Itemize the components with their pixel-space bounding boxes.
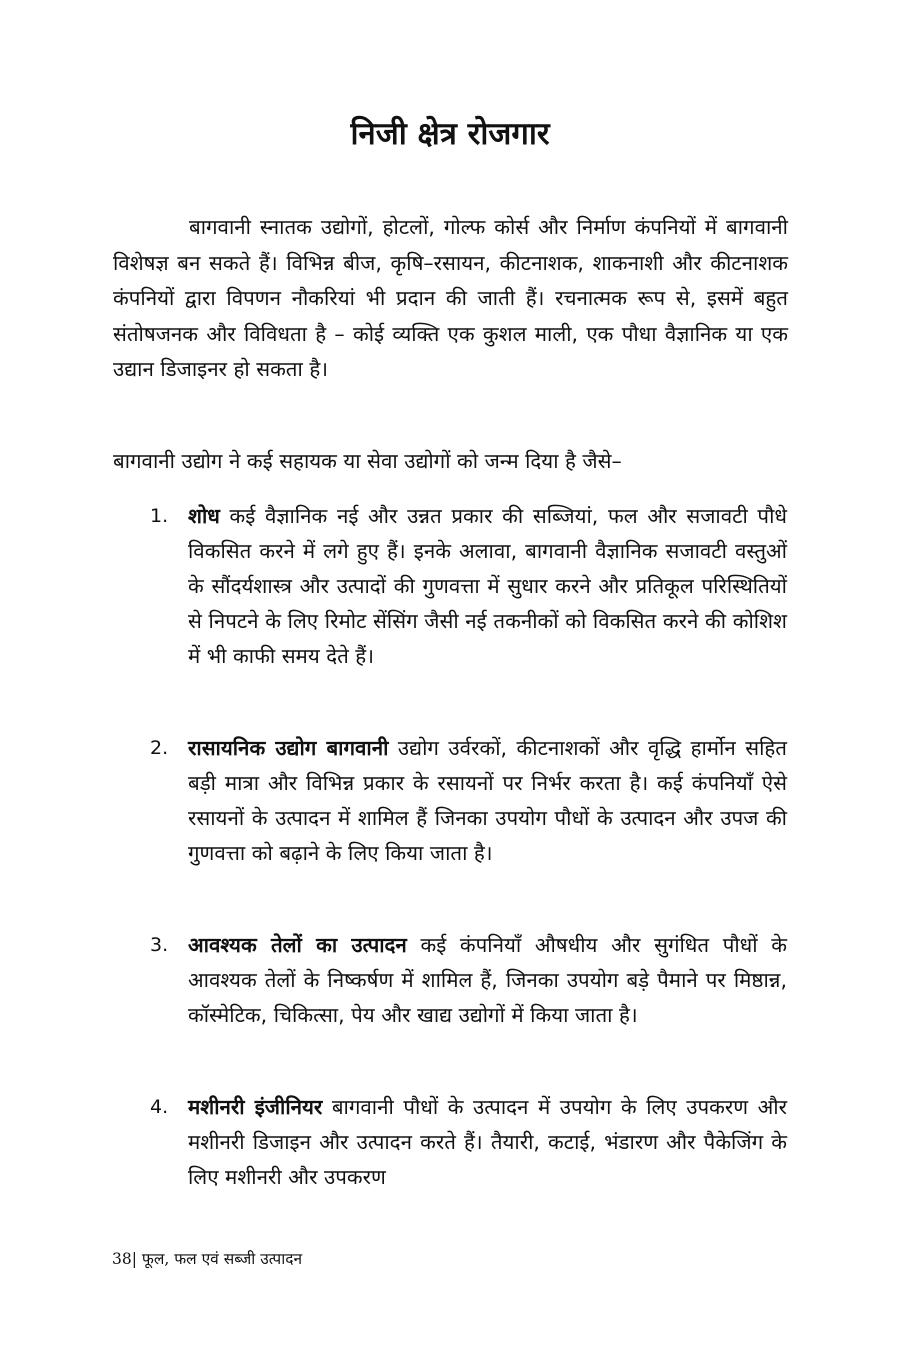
page-title: निजी क्षेत्र रोजगार [350,116,550,152]
list-number: 3. [150,934,169,956]
list-item-heading: मशीनरी इंजीनियर [188,1095,323,1119]
list-item-text [188,928,787,1033]
footer-separator: | [131,1250,137,1268]
list-item-heading: आवश्यक तेलों का उत्पादन [188,933,407,957]
list-item-heading: रासायनिक उद्योग बागवानी [188,736,389,760]
list-item-text [188,499,787,674]
list-number: 2. [150,737,169,759]
list-item-heading: शोध [188,504,220,528]
list-item-text [188,731,787,871]
list-item-body: बागवानी पौधों के उत्पादन में उपयोग के लिए उपकरण और मशीनरी डिजाइन और उत्पादन करते हैं। तैयारी, कटाई, भंडारण और पैकेजिंग के लिए मशीनरी और उपकरण [188,1095,788,1189]
list-number: 1. [150,505,169,527]
page-footer [112,1246,302,1272]
list-item-body: उद्योग उर्वरकों, कीटनाशकों और वृद्धि हार्मोन सहित बड़ी मात्रा और विभिन्न प्रकार के रसायनों पर निर्भर करता है। कई कंपनियाँ ऐसे रसायनों के उत्पादन में शामिल हैं जिनका उपयोग पौधों के उत्पादन और उपज की गुणवत्ता को बढ़ाने के लिए किया जाता है। [188,736,787,865]
page-number: 38 [112,1250,132,1268]
list-item-body: कई कंपनियाँ औषधीय और सुगंधित पौधों के आवश्यक तेलों के निष्कर्षण में शामिल हैं, जिनका उपयोग बड़े पैमाने पर मिष्ठान्न, कॉस्मेटिक, चिकित्सा, पेय और खाद्य उद्योगों में किया जाता है। [188,933,787,1027]
list-item-text [188,1090,787,1195]
lead-in-paragraph: बागवानी उद्योग ने कई सहायक या सेवा उद्योगों को जन्म दिया है जैसे– [113,449,622,473]
book-title: फूल, फल एवं सब्जी उत्पादन [136,1250,303,1268]
list-item-body: कई वैज्ञानिक नई और उन्नत प्रकार की सब्जियां, फल और सजावटी पौधे विकसित करने में लगे हुए हैं। इनके अलावा, बागवानी वैज्ञानिक सजावटी वस्तुओं के सौंदर्यशास्त्र और उत्पादों की गुणवत्ता में सुधार करने और प्रतिकूल परिस्थितियों से निपटने के लिए रिमोट सेंसिंग जैसी नई तकनीकों को विकसित करने की कोशिश में भी काफी समय देते हैं। [188,504,787,668]
list-number: 4. [150,1096,169,1118]
intro-paragraph: बागवानी स्नातक उद्योगों, होटलों, गोल्फ कोर्स और निर्माण कंपनियों में बागवानी विशेषज्ञ बन सकते हैं। विभिन्न बीज, कृषि–रसायन, कीटनाशक, शाकनाशी और कीटनाशक कंपनियों द्वारा विपणन नौकरियां भी प्रदान की जाती हैं। रचनात्मक रूप से, इसमें बहुत संतोषजनक और विविधता है – कोई व्यक्ति एक कुशल माली, एक पौधा वैज्ञानिक या एक उद्यान डिजाइनर हो सकता है। [113,215,788,381]
